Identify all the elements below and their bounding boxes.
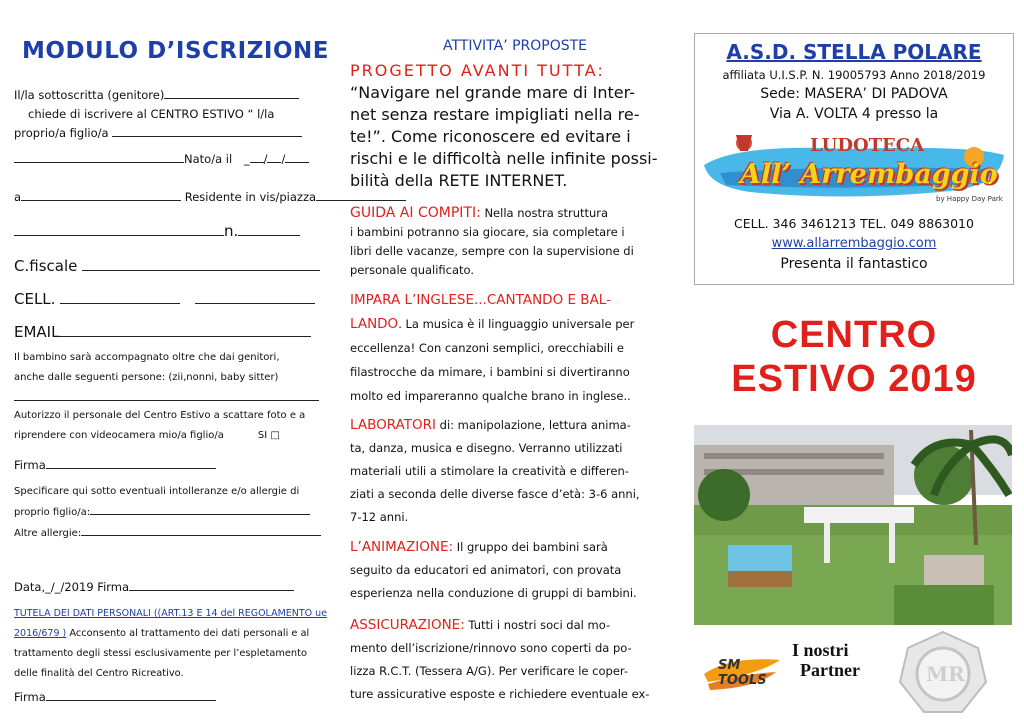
english-line3: filastrocche da mimare, i bambini si divertiranno (350, 365, 630, 379)
insurance-line1: Tutti i nostri soci dal mo- (464, 618, 611, 632)
mr-logo-text: MR (926, 662, 965, 686)
residence-row (14, 188, 406, 204)
project-line5: bilità della RETE INTERNET. (350, 171, 568, 190)
project-line2: net senza restare impigliati nella re- (350, 105, 640, 124)
cf-field[interactable] (82, 258, 320, 271)
allergy-field[interactable] (90, 502, 310, 515)
website-link[interactable]: www.allarrembaggio.com (771, 236, 937, 251)
parent-section (14, 86, 302, 143)
animation-heading: L’ANIMAZIONE: (350, 539, 454, 555)
homework-line4: personale qualificato. (350, 263, 475, 277)
privacy-title[interactable]: TUTELA DEI DATI PERSONALI ((ART.13 E 14 del REGOLAMENTO ue (14, 608, 328, 619)
ludoteca-logo (700, 125, 1008, 207)
cell-row (14, 290, 315, 308)
accompany-field[interactable] (14, 388, 319, 401)
center-photo (694, 425, 1012, 625)
number-field[interactable] (238, 223, 300, 236)
email-label: EMAIL (14, 323, 60, 341)
homework-line2: i bambini potranno sia giocare, sia completare i (350, 225, 625, 239)
number-label: n. (224, 222, 239, 240)
allergy-line1: Specificare qui sotto eventuali intolleranze e/o allergie di (14, 486, 300, 497)
project-heading: PROGETTO AVANTI TUTTA: (350, 61, 605, 80)
ludoteca-word: LUDOTECA (810, 135, 925, 156)
si-checkbox[interactable]: SI □ (257, 430, 280, 441)
residence-city-field[interactable] (21, 188, 181, 201)
accompany-line1: Il bambino sarà accompagnato oltre che dai genitori, (14, 352, 280, 363)
consent-text: Acconsento al trattamento dei dati personali e al (66, 628, 310, 639)
partners-label-2: Partner (800, 660, 860, 680)
ludoteca-by: by Happy Day Park (936, 195, 1003, 203)
lab-section (350, 414, 675, 529)
sm-tools-text: SM TOOLS (718, 658, 767, 688)
lab-line5: 7-12 anni. (350, 510, 409, 524)
signature-row-2 (14, 688, 216, 704)
cf-label: C.fiscale (14, 257, 78, 275)
centro-title-2: ESTIVO 2019 (731, 358, 977, 400)
cf-row (14, 257, 320, 275)
insurance-section (350, 614, 675, 706)
birth-month[interactable] (267, 150, 281, 163)
project-line1: “Navigare nel grande mare di Inter- (350, 83, 635, 102)
authorize-line2: riprendere con videocamera mio/a figlio/a (14, 430, 224, 441)
english-section (350, 288, 675, 408)
allergy-line2: proprio figlio/a: (14, 507, 91, 518)
allergy-section (14, 482, 321, 544)
affiliation-text: affiliata U.I.S.P. N. 19005793 Anno 2018/2019 (722, 68, 986, 82)
activities-title: ATTIVITA’ PROPOSTE (442, 38, 588, 54)
insurance-heading: ASSICURAZIONE: (350, 617, 465, 633)
date-signature-label: Data,_/_/2019 Firma (14, 580, 130, 594)
homework-heading: GUIDA AI COMPITI: (350, 205, 481, 221)
parent-label: Il/la sottoscritta (genitore) (14, 88, 165, 102)
animation-line1: Il gruppo dei bambini sarà (453, 540, 608, 554)
other-allergy-field[interactable] (81, 523, 321, 536)
homework-line1: Nella nostra struttura (480, 206, 609, 220)
consent-text-3: delle finalità del Centro Ricreativo. (14, 668, 184, 679)
cell-field-2[interactable] (195, 291, 315, 304)
other-allergy-label: Altre allergie: (14, 528, 82, 539)
accompany-section (14, 348, 319, 409)
child-field[interactable] (112, 124, 302, 137)
form-title: MODULO D’ISCRIZIONE (22, 38, 329, 64)
date-signature-field[interactable] (129, 578, 294, 591)
cell-field-1[interactable] (60, 291, 180, 304)
street-field[interactable] (14, 223, 224, 236)
lab-line1: di: manipolazione, lettura anima- (435, 418, 631, 432)
lab-heading: LABORATORI (350, 417, 436, 433)
project-line3: te!”. Come riconoscere ed evitare i (350, 127, 631, 146)
association-title: A.S.D. STELLA POLARE (726, 40, 982, 64)
residence-label: Residente in vis/piazza (184, 190, 317, 204)
privacy-section (14, 604, 334, 684)
english-line2: eccellenza! Con canzoni semplici, orecchiabili e (350, 341, 624, 355)
email-row (14, 323, 311, 341)
signature-label-2: Firma (14, 690, 46, 704)
signature-label: Firma (14, 458, 46, 472)
cell-label: CELL. (14, 290, 56, 308)
parent-field[interactable] (164, 86, 299, 99)
insurance-line4: ture assicurative esposte e richiedere eventuale ex- (350, 687, 650, 701)
lab-line4: ziati a seconda delle diverse fasce d’età: 3-6 anni, (350, 487, 640, 501)
centro-title-1: CENTRO (770, 314, 938, 356)
number-row (14, 222, 300, 240)
animation-line2: seguito da educatori ed animatori, con provata (350, 563, 622, 577)
residence-a-label: a (14, 190, 22, 204)
project-section (350, 60, 675, 192)
homework-section (350, 204, 675, 280)
animation-line3: esperienza nella conduzione di gruppi di bambini. (350, 586, 637, 600)
english-line1: . La musica è il linguaggio universale per (398, 317, 635, 331)
authorize-section (14, 406, 305, 446)
request-label: chiede di iscrivere al CENTRO ESTIVO “ l/la (28, 107, 275, 121)
signature-row-1 (14, 456, 216, 472)
date-row (14, 578, 294, 594)
homework-line3: libri delle vacanze, sempre con la supervisione di (350, 244, 634, 258)
contacts-text: CELL. 346 3461213 TEL. 049 8863010 (734, 216, 974, 231)
birthplace-field[interactable] (14, 150, 184, 163)
accompany-line2: anche dalle seguenti persone: (zii,nonni, baby sitter) (14, 372, 279, 383)
english-heading-2: LANDO (350, 316, 399, 332)
project-line4: rischi e le difficoltà nelle infinite possi- (350, 149, 658, 168)
child-label: proprio/a figlio/a (14, 126, 109, 140)
birth-row: Nato/a il _ / / (14, 150, 309, 166)
center-photo-graphic (694, 425, 1012, 625)
animation-section (350, 536, 675, 605)
mr-logo (898, 630, 988, 718)
sm-tools-logo (700, 644, 784, 696)
insurance-line3: lizza R.C.T. (Tessera A/G). Per verificare le coper- (350, 664, 629, 678)
presents-text: Presenta il fantastico (780, 256, 928, 272)
ludoteca-name: All’ Arrembaggio (740, 159, 998, 190)
born-label: Nato/a il (184, 152, 233, 166)
authorize-line1: Autorizzo il personale del Centro Estivo a scattare foto e a (14, 410, 306, 421)
lab-line2: ta, danza, musica e disegno. Verranno utilizzati (350, 441, 623, 455)
consent-text-2: trattamento degli stessi esclusivamente per l’espletamento (14, 648, 307, 659)
insurance-line2: mento dell’iscrizione/rinnovo sono coperti da po- (350, 641, 632, 655)
privacy-title-2[interactable]: 2016/679 ) (14, 628, 67, 639)
signature-field[interactable] (46, 456, 216, 469)
english-heading: IMPARA L’INGLESE...CANTANDO E BAL- (350, 292, 611, 308)
birth-year[interactable] (285, 150, 309, 163)
address-text: Via A. VOLTA 4 presso la (769, 106, 939, 122)
email-field[interactable] (59, 324, 311, 337)
english-line4: molto ed impareranno qualche brano in inglese.. (350, 389, 631, 403)
birth-day[interactable] (250, 150, 264, 163)
sede-text: Sede: MASERA’ DI PADOVA (760, 86, 948, 102)
lab-line3: materiali utili a stimolare la creatività e differen- (350, 464, 629, 478)
signature-field-2[interactable] (46, 688, 216, 701)
partners-label-1: I nostri (792, 640, 849, 660)
